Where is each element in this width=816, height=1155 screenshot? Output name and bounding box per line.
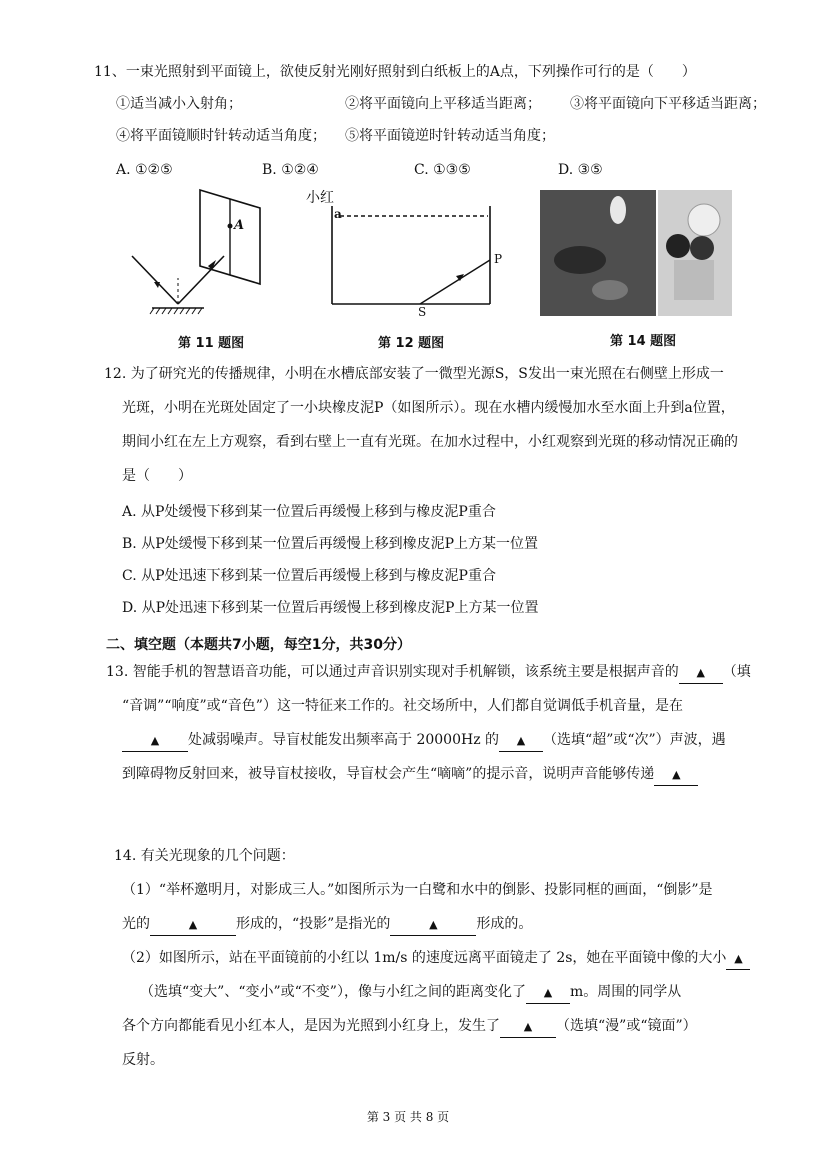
q12-choice-d: D. 从P处迅速下移到某一位置后再缓慢上移到橡皮泥P上方某一位置 — [122, 600, 539, 616]
q14-part2-line2 — [140, 982, 681, 1004]
fig12-label-p: P — [494, 252, 503, 266]
fig12-label-s: S — [418, 305, 427, 319]
q14-p2-text-b: （选填“变大”、“变小”或“不变”），像与小红之间的距离变化了 — [140, 984, 526, 1000]
girl-mirror-photo — [658, 190, 732, 316]
q14-p2-text-a: （2）如图所示，站在平面镜前的小红以 1m/s 的速度远离平面镜走了 2s，她在平面镜中像的大小 — [122, 950, 727, 966]
q14-blank-2[interactable] — [390, 914, 476, 936]
blank-marker: ▲ — [523, 1020, 533, 1033]
q11-option-2: ②将平面镜向上平移适当距离； — [345, 96, 541, 112]
q12-line-4: 是（ ） — [122, 468, 192, 484]
section-2-title: 二、填空题（本题共7小题，每空1分，共30分） — [106, 637, 411, 653]
q14-title: 14. 有关光现象的几个问题： — [114, 848, 295, 864]
blank-marker: ▲ — [696, 666, 705, 679]
fig12-label-a: a — [334, 207, 342, 221]
q12-line-3: 期间小红在左上方观察，看到右壁上一直有光斑。在加水过程中，小红观察到光斑的移动情况正确的 — [122, 434, 738, 450]
blank-marker: ▲ — [429, 918, 438, 931]
q13-line-4 — [122, 764, 698, 786]
fig11-label-a: A — [234, 218, 245, 233]
q14-part2-line4: 反射。 — [122, 1052, 164, 1068]
q14-blank-5[interactable] — [500, 1016, 556, 1038]
q11-option-5: ⑤将平面镜逆时针转动适当角度； — [345, 128, 555, 144]
fig12-caption: 第 12 题图 — [378, 336, 445, 351]
q11-choice-b: B. ①②④ — [262, 162, 319, 178]
fig14-caption: 第 14 题图 — [610, 334, 677, 349]
q13-line-1 — [106, 662, 751, 684]
blank-marker: ▲ — [672, 768, 681, 781]
q14-p1-text-b: 形成的，“投影”是指光的 — [236, 916, 391, 932]
fig12-label-xiaohong: 小红 — [306, 190, 334, 206]
blank-marker: ▲ — [516, 734, 526, 747]
q11-option-3: ③将平面镜向下平移适当距离； — [570, 96, 766, 112]
q13-line-4-text: 到障碍物反射回来，被导盲杖接收，导盲杖会产生“嘀嘀”的提示音，说明声音能够传递 — [122, 766, 655, 782]
q14-blank-1[interactable] — [150, 914, 236, 936]
q13-blank-1[interactable] — [679, 662, 723, 684]
figure-11-diagram — [120, 186, 280, 326]
q14-part2-line3 — [122, 1016, 697, 1038]
q14-part1-line2 — [122, 914, 532, 936]
q12-choice-b: B. 从P处缓慢下移到某一位置后再缓慢上移到橡皮泥P上方某一位置 — [122, 536, 539, 552]
q13-blank-2[interactable] — [122, 730, 188, 752]
q14-part1-line1: （1）“举杯邀明月，对影成三人。”如图所示为一白鹭和水中的倒影、投影同框的画面，“倒影”是 — [122, 882, 713, 898]
q14-p2-text-e: （选填“漫”或“镜面”） — [556, 1018, 697, 1034]
blank-marker: ▲ — [188, 918, 198, 931]
blank-marker: ▲ — [543, 986, 553, 999]
blank-marker: ▲ — [150, 734, 160, 747]
fig11-caption: 第 11 题图 — [178, 336, 245, 351]
q13-blank-3[interactable] — [499, 730, 543, 752]
q11-stem: 11、一束光照射到平面镜上，欲使反射光刚好照射到白纸板上的A点，下列操作可行的是（ ） — [94, 64, 696, 80]
q12-line-2: 光斑，小明在光斑处固定了一小块橡皮泥P（如图所示）。现在水槽内缓慢加水至水面上升到a位置， — [122, 400, 735, 416]
q14-p1-text-a: 光的 — [122, 916, 150, 932]
blank-marker: ▲ — [734, 952, 743, 965]
q14-part2-line1 — [122, 948, 750, 970]
q13-line-3 — [122, 730, 726, 752]
q14-blank-3[interactable] — [726, 948, 750, 970]
figure-12-diagram — [326, 204, 506, 316]
q11-option-4: ④将平面镜顺时针转动适当角度； — [116, 128, 326, 144]
q13-line-3-text: 处减弱噪声。导盲杖能发出频率高于 20000Hz 的 — [188, 732, 500, 748]
q12-choice-c: C. 从P处迅速下移到某一位置后再缓慢上移到与橡皮泥P重合 — [122, 568, 496, 584]
q13-line-1-tail: （填 — [722, 664, 751, 680]
q11-choice-a: A. ①②⑤ — [116, 162, 173, 178]
q12-line-1: 12. 为了研究光的传播规律，小明在水槽底部安装了一微型光源S，S发出一束光照在右侧壁上形成一 — [104, 366, 724, 382]
q14-p2-text-c: m。周围的同学从 — [569, 984, 682, 1000]
q14-blank-4[interactable] — [526, 982, 570, 1004]
egret-reflection-photo — [540, 190, 656, 316]
q14-p1-text-c: 形成的。 — [476, 916, 533, 932]
q12-choice-a: A. 从P处缓慢下移到某一位置后再缓慢上移到与橡皮泥P重合 — [122, 504, 496, 520]
q13-line-3-tail: （选填“超”或“次”）声波，遇 — [543, 732, 726, 748]
q11-choice-d: D. ③⑤ — [558, 162, 603, 178]
page-footer: 第 3 页 共 8 页 — [366, 1110, 450, 1124]
q13-line-1-text: 13. 智能手机的智慧语音功能，可以通过声音识别实现对手机解锁，该系统主要是根据声音的 — [106, 664, 679, 680]
q13-blank-4[interactable] — [654, 764, 698, 786]
q11-choice-c: C. ①③⑤ — [414, 162, 471, 178]
q14-p2-text-d: 各个方向都能看见小红本人，是因为光照到小红身上，发生了 — [122, 1018, 500, 1034]
q11-option-1: ①适当减小入射角； — [116, 96, 242, 112]
q13-line-2: “音调”“响度”或“音色”）这一特征来工作的。社交场所中，人们都自觉调低手机音量，是在 — [122, 698, 683, 714]
